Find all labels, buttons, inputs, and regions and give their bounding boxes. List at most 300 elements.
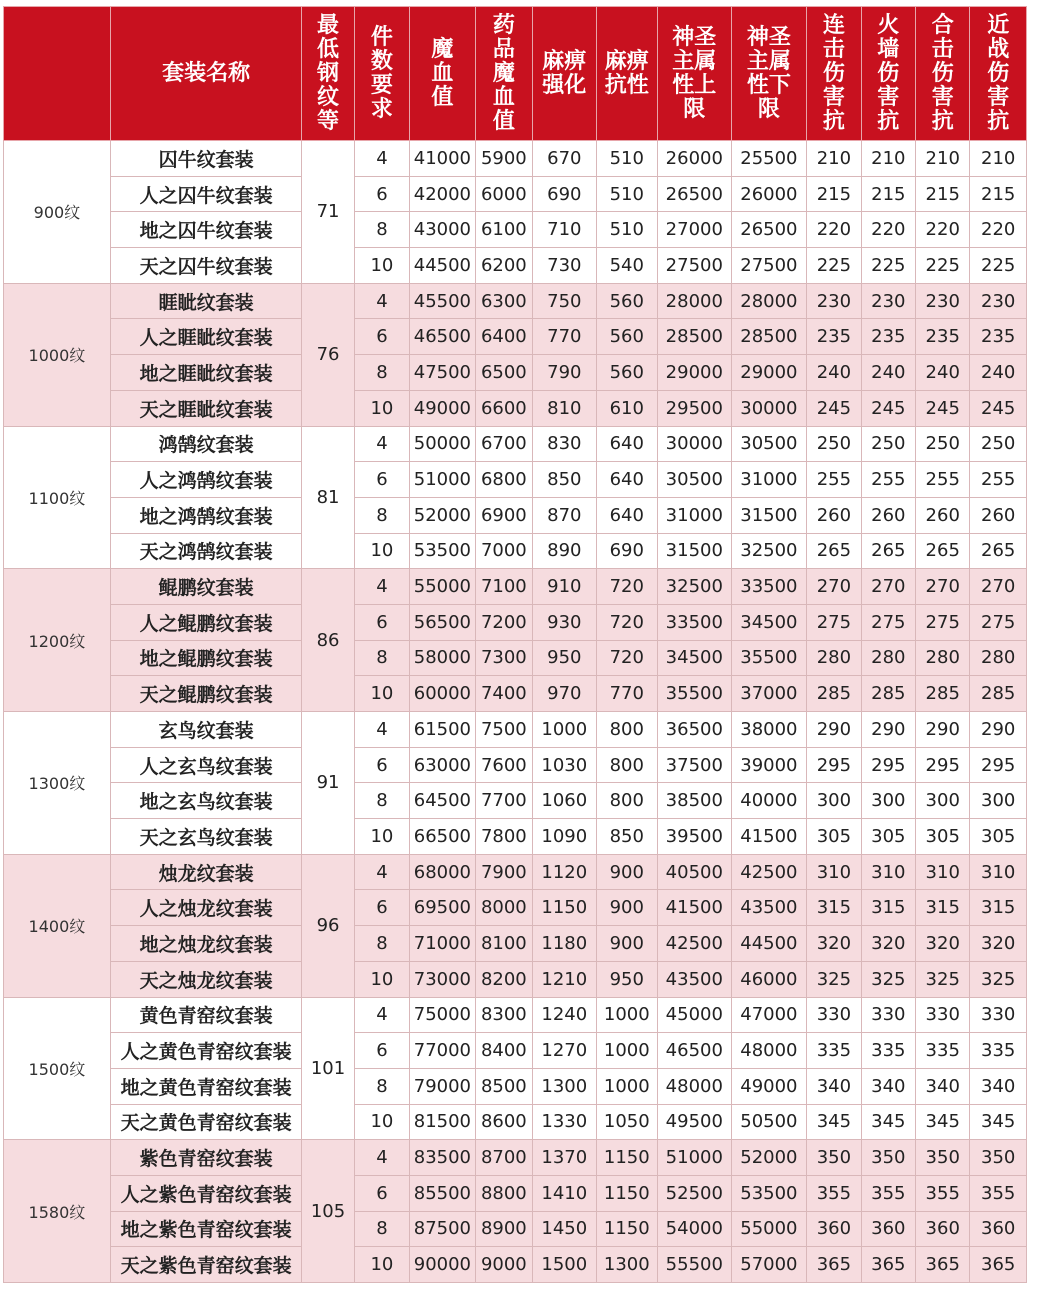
value-cell: 255: [807, 462, 861, 498]
value-cell: 345: [807, 1104, 861, 1140]
value-cell: 34500: [731, 604, 807, 640]
table-row: [4, 1033, 1027, 1069]
value-cell: 360: [861, 1211, 915, 1247]
value-cell: 37500: [658, 747, 732, 783]
header-min-level: 最低钢纹等: [302, 7, 354, 141]
value-cell: 52000: [731, 1140, 807, 1176]
value-cell: 1450: [533, 1211, 596, 1247]
value-cell: 42000: [410, 176, 476, 212]
value-cell: 1030: [533, 747, 596, 783]
value-cell: 81500: [410, 1104, 476, 1140]
header-holy-attr-max: 神圣主属性上限: [658, 7, 732, 141]
value-cell: 350: [970, 1140, 1027, 1176]
table-row: [4, 819, 1027, 855]
value-cell: 8700: [475, 1140, 532, 1176]
value-cell: 27500: [658, 248, 732, 284]
value-cell: 48000: [658, 1068, 732, 1104]
table-row: [4, 747, 1027, 783]
value-cell: 285: [861, 676, 915, 712]
value-cell: 275: [861, 604, 915, 640]
value-cell: 6900: [475, 497, 532, 533]
value-cell: 560: [596, 283, 657, 319]
value-cell: 250: [970, 426, 1027, 462]
table-row: [4, 497, 1027, 533]
value-cell: 295: [916, 747, 970, 783]
value-cell: 1050: [596, 1104, 657, 1140]
value-cell: 28500: [658, 319, 732, 355]
value-cell: 49000: [731, 1068, 807, 1104]
value-cell: 29000: [731, 355, 807, 391]
value-cell: 355: [916, 1175, 970, 1211]
value-cell: 7200: [475, 604, 532, 640]
value-cell: 33500: [658, 604, 732, 640]
value-cell: 50000: [410, 426, 476, 462]
value-cell: 245: [916, 390, 970, 426]
value-cell: 215: [861, 176, 915, 212]
value-cell: 7900: [475, 854, 532, 890]
value-cell: 6800: [475, 462, 532, 498]
value-cell: 305: [916, 819, 970, 855]
table-row: [4, 426, 1027, 462]
value-cell: 4: [354, 426, 409, 462]
value-cell: 245: [970, 390, 1027, 426]
value-cell: 510: [596, 176, 657, 212]
value-cell: 1370: [533, 1140, 596, 1176]
value-cell: 8: [354, 212, 409, 248]
value-cell: 40000: [731, 783, 807, 819]
value-cell: 1120: [533, 854, 596, 890]
min-level-cell: 71: [302, 141, 354, 284]
suit-name-cell: 天之鲲鹏纹套装: [110, 676, 301, 712]
value-cell: 53500: [410, 533, 476, 569]
value-cell: 31500: [731, 497, 807, 533]
value-cell: 8: [354, 783, 409, 819]
header-piece-count: 件数要求: [354, 7, 409, 141]
value-cell: 210: [861, 141, 915, 177]
value-cell: 365: [861, 1247, 915, 1283]
value-cell: 79000: [410, 1068, 476, 1104]
value-cell: 280: [861, 640, 915, 676]
table-row: [4, 926, 1027, 962]
table-row: [4, 890, 1027, 926]
value-cell: 52000: [410, 497, 476, 533]
value-cell: 29000: [658, 355, 732, 391]
value-cell: 295: [970, 747, 1027, 783]
table-row: [4, 1175, 1027, 1211]
value-cell: 610: [596, 390, 657, 426]
suit-name-cell: 地之鲲鹏纹套装: [110, 640, 301, 676]
value-cell: 6: [354, 1033, 409, 1069]
value-cell: 285: [970, 676, 1027, 712]
suit-stats-table-container: [3, 6, 1027, 1290]
min-level-cell: 76: [302, 283, 354, 426]
value-cell: 670: [533, 141, 596, 177]
value-cell: 640: [596, 426, 657, 462]
value-cell: 6000: [475, 176, 532, 212]
value-cell: 640: [596, 497, 657, 533]
value-cell: 8200: [475, 961, 532, 997]
value-cell: 355: [861, 1175, 915, 1211]
value-cell: 1150: [596, 1211, 657, 1247]
min-level-cell: 96: [302, 854, 354, 997]
value-cell: 32500: [658, 569, 732, 605]
value-cell: 55500: [658, 1247, 732, 1283]
value-cell: 800: [596, 783, 657, 819]
value-cell: 8: [354, 497, 409, 533]
value-cell: 10: [354, 1247, 409, 1283]
value-cell: 295: [861, 747, 915, 783]
value-cell: 230: [916, 283, 970, 319]
value-cell: 225: [807, 248, 861, 284]
table-row: [4, 783, 1027, 819]
value-cell: 220: [970, 212, 1027, 248]
suit-name-cell: 天之玄鸟纹套装: [110, 819, 301, 855]
value-cell: 255: [861, 462, 915, 498]
value-cell: 345: [916, 1104, 970, 1140]
value-cell: 6100: [475, 212, 532, 248]
value-cell: 250: [916, 426, 970, 462]
value-cell: 260: [916, 497, 970, 533]
value-cell: 10: [354, 1104, 409, 1140]
tier-label: 1580纹: [4, 1140, 111, 1283]
value-cell: 690: [533, 176, 596, 212]
value-cell: 8: [354, 640, 409, 676]
suit-name-cell: 鲲鹏纹套装: [110, 569, 301, 605]
value-cell: 7300: [475, 640, 532, 676]
value-cell: 26500: [658, 176, 732, 212]
value-cell: 1000: [533, 712, 596, 748]
value-cell: 4: [354, 712, 409, 748]
value-cell: 6: [354, 747, 409, 783]
suit-name-cell: 天之鸿鹄纹套装: [110, 533, 301, 569]
table-row: [4, 1140, 1027, 1176]
value-cell: 870: [533, 497, 596, 533]
value-cell: 950: [533, 640, 596, 676]
value-cell: 45500: [410, 283, 476, 319]
suit-name-cell: 天之囚牛纹套装: [110, 248, 301, 284]
value-cell: 240: [861, 355, 915, 391]
suit-name-cell: 囚牛纹套装: [110, 141, 301, 177]
value-cell: 1150: [596, 1175, 657, 1211]
value-cell: 39500: [658, 819, 732, 855]
suit-name-cell: 鸿鹄纹套装: [110, 426, 301, 462]
value-cell: 10: [354, 248, 409, 284]
value-cell: 235: [861, 319, 915, 355]
value-cell: 35500: [731, 640, 807, 676]
value-cell: 54000: [658, 1211, 732, 1247]
value-cell: 900: [596, 854, 657, 890]
value-cell: 39000: [731, 747, 807, 783]
table-row: [4, 676, 1027, 712]
table-row: [4, 997, 1027, 1033]
value-cell: 4: [354, 141, 409, 177]
value-cell: 210: [916, 141, 970, 177]
value-cell: 800: [596, 712, 657, 748]
value-cell: 305: [970, 819, 1027, 855]
value-cell: 340: [970, 1068, 1027, 1104]
value-cell: 305: [861, 819, 915, 855]
value-cell: 540: [596, 248, 657, 284]
value-cell: 510: [596, 141, 657, 177]
value-cell: 365: [970, 1247, 1027, 1283]
value-cell: 275: [807, 604, 861, 640]
value-cell: 8100: [475, 926, 532, 962]
value-cell: 290: [916, 712, 970, 748]
value-cell: 325: [861, 961, 915, 997]
value-cell: 73000: [410, 961, 476, 997]
table-row: [4, 640, 1027, 676]
value-cell: 365: [807, 1247, 861, 1283]
value-cell: 255: [916, 462, 970, 498]
value-cell: 55000: [410, 569, 476, 605]
value-cell: 900: [596, 926, 657, 962]
header-paralysis-boost: 麻痹强化: [533, 7, 596, 141]
value-cell: 360: [916, 1211, 970, 1247]
value-cell: 790: [533, 355, 596, 391]
suit-name-cell: 天之紫色青窑纹套装: [110, 1247, 301, 1283]
value-cell: 230: [807, 283, 861, 319]
value-cell: 90000: [410, 1247, 476, 1283]
value-cell: 900: [596, 890, 657, 926]
value-cell: 255: [970, 462, 1027, 498]
table-row: [4, 141, 1027, 177]
value-cell: 43500: [731, 890, 807, 926]
value-cell: 8900: [475, 1211, 532, 1247]
value-cell: 8600: [475, 1104, 532, 1140]
value-cell: 560: [596, 319, 657, 355]
table-row: [4, 319, 1027, 355]
value-cell: 7100: [475, 569, 532, 605]
value-cell: 240: [916, 355, 970, 391]
value-cell: 1000: [596, 997, 657, 1033]
value-cell: 85500: [410, 1175, 476, 1211]
value-cell: 770: [596, 676, 657, 712]
value-cell: 720: [596, 569, 657, 605]
value-cell: 310: [970, 854, 1027, 890]
value-cell: 7800: [475, 819, 532, 855]
value-cell: 335: [970, 1033, 1027, 1069]
value-cell: 48000: [731, 1033, 807, 1069]
value-cell: 220: [861, 212, 915, 248]
value-cell: 27000: [658, 212, 732, 248]
value-cell: 275: [970, 604, 1027, 640]
value-cell: 6300: [475, 283, 532, 319]
value-cell: 34500: [658, 640, 732, 676]
value-cell: 8: [354, 926, 409, 962]
table-row: [4, 604, 1027, 640]
value-cell: 64500: [410, 783, 476, 819]
value-cell: 275: [916, 604, 970, 640]
value-cell: 710: [533, 212, 596, 248]
value-cell: 71000: [410, 926, 476, 962]
suit-name-cell: 天之黄色青窑纹套装: [110, 1104, 301, 1140]
value-cell: 265: [916, 533, 970, 569]
value-cell: 66500: [410, 819, 476, 855]
value-cell: 63000: [410, 747, 476, 783]
table-row: [4, 1211, 1027, 1247]
value-cell: 7600: [475, 747, 532, 783]
value-cell: 320: [916, 926, 970, 962]
value-cell: 41500: [658, 890, 732, 926]
value-cell: 350: [861, 1140, 915, 1176]
tier-label: 1100纹: [4, 426, 111, 569]
value-cell: 35500: [658, 676, 732, 712]
value-cell: 850: [596, 819, 657, 855]
suit-name-cell: 人之紫色青窑纹套装: [110, 1175, 301, 1211]
value-cell: 770: [533, 319, 596, 355]
value-cell: 26500: [731, 212, 807, 248]
value-cell: 4: [354, 854, 409, 890]
value-cell: 365: [916, 1247, 970, 1283]
value-cell: 305: [807, 819, 861, 855]
value-cell: 77000: [410, 1033, 476, 1069]
tier-label: 1400纹: [4, 854, 111, 997]
value-cell: 42500: [731, 854, 807, 890]
value-cell: 50500: [731, 1104, 807, 1140]
value-cell: 1000: [596, 1033, 657, 1069]
value-cell: 60000: [410, 676, 476, 712]
value-cell: 1060: [533, 783, 596, 819]
value-cell: 8: [354, 355, 409, 391]
value-cell: 6600: [475, 390, 532, 426]
value-cell: 49500: [658, 1104, 732, 1140]
value-cell: 7000: [475, 533, 532, 569]
value-cell: 4: [354, 569, 409, 605]
value-cell: 350: [807, 1140, 861, 1176]
value-cell: 40500: [658, 854, 732, 890]
suit-name-cell: 人之烛龙纹套装: [110, 890, 301, 926]
value-cell: 1410: [533, 1175, 596, 1211]
value-cell: 51000: [410, 462, 476, 498]
min-level-cell: 105: [302, 1140, 354, 1283]
value-cell: 260: [970, 497, 1027, 533]
suit-name-cell: 地之囚牛纹套装: [110, 212, 301, 248]
value-cell: 270: [970, 569, 1027, 605]
value-cell: 800: [596, 747, 657, 783]
value-cell: 260: [861, 497, 915, 533]
value-cell: 720: [596, 604, 657, 640]
value-cell: 31000: [731, 462, 807, 498]
value-cell: 300: [807, 783, 861, 819]
value-cell: 330: [807, 997, 861, 1033]
value-cell: 57000: [731, 1247, 807, 1283]
value-cell: 44500: [731, 926, 807, 962]
suit-name-cell: 天之睚眦纹套装: [110, 390, 301, 426]
value-cell: 355: [807, 1175, 861, 1211]
value-cell: 1270: [533, 1033, 596, 1069]
value-cell: 850: [533, 462, 596, 498]
value-cell: 1150: [596, 1140, 657, 1176]
header-magic-blood: 魔血值: [410, 7, 476, 141]
value-cell: 335: [916, 1033, 970, 1069]
value-cell: 27500: [731, 248, 807, 284]
value-cell: 43000: [410, 212, 476, 248]
value-cell: 295: [807, 747, 861, 783]
value-cell: 510: [596, 212, 657, 248]
header-potion-magic-blood: 药品魔血值: [475, 7, 532, 141]
value-cell: 31500: [658, 533, 732, 569]
value-cell: 46500: [658, 1033, 732, 1069]
value-cell: 36500: [658, 712, 732, 748]
suit-name-cell: 地之鸿鹄纹套装: [110, 497, 301, 533]
value-cell: 325: [916, 961, 970, 997]
value-cell: 290: [861, 712, 915, 748]
value-cell: 41000: [410, 141, 476, 177]
suit-name-cell: 烛龙纹套装: [110, 854, 301, 890]
value-cell: 320: [970, 926, 1027, 962]
value-cell: 225: [861, 248, 915, 284]
value-cell: 68000: [410, 854, 476, 890]
value-cell: 280: [916, 640, 970, 676]
value-cell: 56500: [410, 604, 476, 640]
value-cell: 930: [533, 604, 596, 640]
value-cell: 690: [596, 533, 657, 569]
value-cell: 335: [861, 1033, 915, 1069]
value-cell: 49000: [410, 390, 476, 426]
suit-name-cell: 人之囚牛纹套装: [110, 176, 301, 212]
value-cell: 225: [916, 248, 970, 284]
table-row: [4, 961, 1027, 997]
tier-label: 1200纹: [4, 569, 111, 712]
value-cell: 210: [970, 141, 1027, 177]
header-holy-attr-min: 神圣主属性下限: [731, 7, 807, 141]
value-cell: 9000: [475, 1247, 532, 1283]
value-cell: 6: [354, 462, 409, 498]
value-cell: 560: [596, 355, 657, 391]
value-cell: 640: [596, 462, 657, 498]
value-cell: 1000: [596, 1068, 657, 1104]
min-level-cell: 91: [302, 712, 354, 855]
table-row: [4, 533, 1027, 569]
value-cell: 220: [916, 212, 970, 248]
value-cell: 8400: [475, 1033, 532, 1069]
value-cell: 330: [916, 997, 970, 1033]
value-cell: 47000: [731, 997, 807, 1033]
value-cell: 240: [807, 355, 861, 391]
value-cell: 30000: [658, 426, 732, 462]
table-row: [4, 212, 1027, 248]
value-cell: 4: [354, 1140, 409, 1176]
table-body: [4, 141, 1027, 1283]
table-row: [4, 355, 1027, 391]
table-header: [4, 7, 1027, 141]
value-cell: 10: [354, 961, 409, 997]
table-row: [4, 569, 1027, 605]
value-cell: 7400: [475, 676, 532, 712]
value-cell: 38500: [658, 783, 732, 819]
value-cell: 330: [861, 997, 915, 1033]
value-cell: 830: [533, 426, 596, 462]
value-cell: 210: [807, 141, 861, 177]
table-row: [4, 462, 1027, 498]
value-cell: 215: [970, 176, 1027, 212]
suit-name-cell: 地之烛龙纹套装: [110, 926, 301, 962]
value-cell: 1090: [533, 819, 596, 855]
value-cell: 215: [916, 176, 970, 212]
value-cell: 290: [807, 712, 861, 748]
tier-label: 900纹: [4, 141, 111, 284]
value-cell: 285: [916, 676, 970, 712]
value-cell: 310: [916, 854, 970, 890]
value-cell: 890: [533, 533, 596, 569]
value-cell: 8500: [475, 1068, 532, 1104]
value-cell: 220: [807, 212, 861, 248]
value-cell: 28000: [658, 283, 732, 319]
value-cell: 310: [807, 854, 861, 890]
value-cell: 26000: [658, 141, 732, 177]
header-combo-damage-resist: 连击伤害抗: [807, 7, 861, 141]
value-cell: 30500: [731, 426, 807, 462]
